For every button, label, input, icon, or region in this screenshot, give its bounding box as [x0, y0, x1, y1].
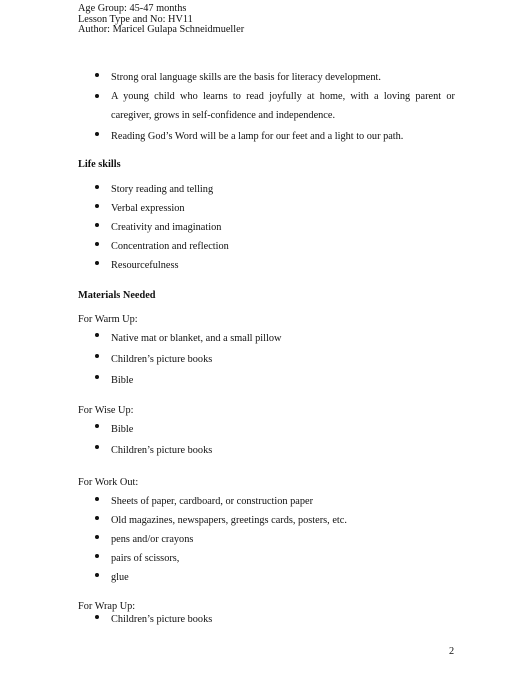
list-item-text: Children’s picture books — [111, 445, 213, 456]
list-item — [0, 419, 532, 440]
bullet-icon — [95, 573, 99, 577]
list-item — [0, 328, 532, 349]
bullet-icon — [95, 333, 99, 337]
work-out-label: For Work Out: — [78, 477, 139, 488]
wise-up-list — [0, 419, 532, 461]
page-number: 2 — [449, 646, 455, 657]
life-skills-heading: Life skills — [78, 159, 121, 170]
list-item — [0, 568, 532, 587]
list-item-text: Concentration and reflection — [111, 241, 229, 252]
list-item-text: Children’s picture books — [111, 354, 213, 365]
list-item-text: Children’s picture books — [111, 614, 213, 625]
lesson-header — [78, 4, 244, 36]
list-item-text: Bible — [111, 375, 134, 386]
list-item-text: Old magazines, newspapers, greetings cards, posters, etc. — [111, 515, 347, 526]
list-item — [0, 256, 532, 275]
warm-up-list — [0, 328, 532, 391]
list-item — [0, 349, 532, 370]
wrap-up-list — [0, 610, 532, 629]
bullet-icon — [95, 375, 99, 379]
bullet-icon — [95, 185, 99, 189]
list-item — [0, 511, 532, 530]
list-item — [0, 492, 532, 511]
bullet-icon — [95, 424, 99, 428]
bullet-icon — [95, 223, 99, 227]
list-item — [0, 549, 532, 568]
list-item-text: Native mat or blanket, and a small pillow — [111, 333, 282, 344]
materials-heading: Materials Needed — [78, 290, 156, 301]
age-group: Age Group: 45-47 months — [78, 3, 187, 14]
bullet-icon — [95, 445, 99, 449]
bullet-icon — [95, 94, 99, 98]
life-skills-list — [0, 180, 532, 275]
author: Author: Maricel Gulapa Schneidmueller — [78, 24, 245, 35]
list-item-text: Creativity and imagination — [111, 222, 222, 233]
bullet-icon — [95, 554, 99, 558]
list-item-text: pairs of scissors, — [111, 553, 180, 564]
list-item-text: Verbal expression — [111, 203, 185, 214]
bullet-icon — [95, 516, 99, 520]
bullet-icon — [95, 261, 99, 265]
list-item — [0, 68, 532, 87]
list-item-text: A young child who learns to read joyfully at home, with a loving parent or caregiver, grows in self-confidence and independence. — [111, 91, 455, 121]
list-item-text: glue — [111, 572, 129, 583]
bullet-icon — [95, 132, 99, 136]
list-item-text: Reading God’s Word will be a lamp for our feet and a light to our path. — [111, 131, 404, 142]
list-item-text: Bible — [111, 424, 134, 435]
list-item — [0, 180, 532, 199]
bullet-icon — [95, 73, 99, 77]
wise-up-label: For Wise Up: — [78, 405, 134, 416]
list-item — [0, 530, 532, 549]
list-item — [0, 370, 532, 391]
bullet-icon — [95, 497, 99, 501]
list-item-text: Sheets of paper, cardboard, or construction paper — [111, 496, 314, 507]
lesson-type: Lesson Type and No: HV11 — [78, 13, 193, 25]
bullet-icon — [95, 242, 99, 246]
bullet-icon — [95, 535, 99, 539]
list-item-text: Strong oral language skills are the basis for literacy development. — [111, 72, 381, 83]
list-item — [0, 199, 532, 218]
list-item-text: pens and/or crayons — [111, 534, 194, 545]
list-item — [0, 440, 532, 461]
bullet-icon — [95, 354, 99, 358]
list-item — [0, 237, 532, 256]
bullet-icon — [95, 615, 99, 619]
list-item — [0, 127, 532, 146]
work-out-list — [0, 492, 532, 587]
intro-list — [0, 68, 532, 146]
list-item-text: Resourcefulness — [111, 260, 179, 271]
warm-up-label: For Warm Up: — [78, 314, 138, 325]
wrap-up-label: For Wrap Up: — [78, 601, 136, 612]
list-item — [0, 610, 532, 629]
bullet-icon — [95, 204, 99, 208]
list-item — [0, 218, 532, 237]
list-item — [0, 87, 532, 125]
list-item-text: Story reading and telling — [111, 184, 214, 195]
